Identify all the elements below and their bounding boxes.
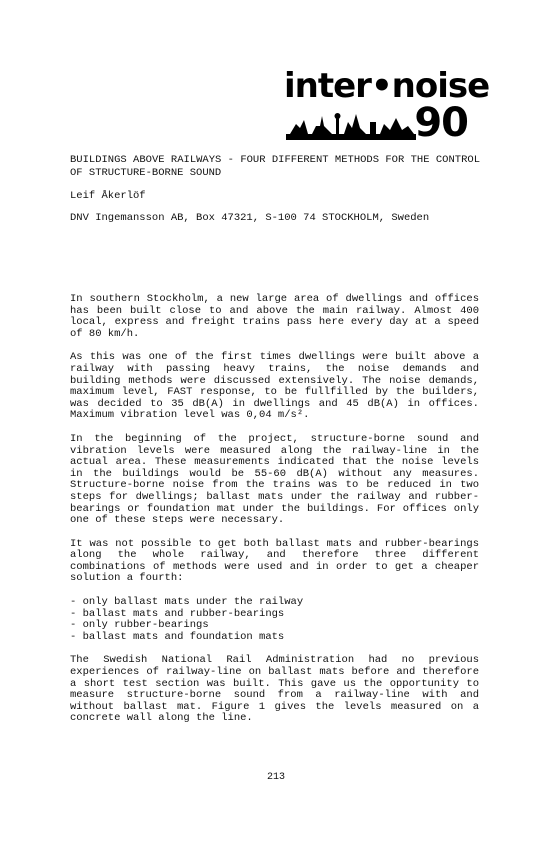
list-item: - only ballast mats under the railway bbox=[70, 596, 304, 609]
city-skyline-icon bbox=[286, 106, 416, 140]
paper-body bbox=[70, 294, 479, 737]
paragraph-2: As this was one of the first times dwellings were built above a railway with passing heavy trains, the noise demands and building methods were discussed extensively. The noise demands, maximum level, FAST response, to be fullfilled by the builders, was decided to 35 dB(A) in dwellings and 45 dB(A) in offices. Maximum vibration level was 0,04 m/s². bbox=[70, 351, 479, 422]
list-item: - only rubber-bearings bbox=[70, 619, 209, 632]
paragraph-5: The Swedish National Rail Administration had no previous experiences of railway-line on ballast mats before and therefore a short test section was built. This gave us the opportunity to measure structure-borne sound from a railway-line with and without ballast mat. Figure 1 gives the levels measured on a concrete wall along the line. bbox=[70, 654, 479, 725]
paper-affiliation: DNV Ingemansson AB, Box 47321, S-100 74 STOCKHOLM, Sweden bbox=[70, 212, 430, 224]
conference-logo bbox=[284, 66, 490, 146]
list-item: - ballast mats and rubber-bearings bbox=[70, 607, 285, 620]
logo-year: 90 bbox=[414, 100, 468, 146]
paper-title: BUILDINGS ABOVE RAILWAYS - FOUR DIFFERENT METHODS FOR THE CONTROL OF STRUCTURE-BORNE SOUND bbox=[70, 154, 487, 179]
page-number: 213 bbox=[266, 772, 285, 783]
methods-list bbox=[70, 597, 479, 643]
paragraph-3: In the beginning of the project, structure-borne sound and vibration levels were measured along the railway-line in the actual area. These measurements indicated that the noise levels in the buildings would be 55-60 dB(A) without any measures. Structure-borne noise from the trains was to be reduced in two steps for dwellings; ballast mats under the railway and rubber-bearings or foundation mat under the buildings. For offices only one of these steps were necessary. bbox=[70, 432, 479, 527]
logo-text: inter•noise bbox=[284, 66, 490, 106]
paragraph-1: In southern Stockholm, a new large area of dwellings and offices has been built close to and above the main railway. Almost 400 local, express and freight trains pass here every day at a speed of 80 km/h. bbox=[70, 293, 479, 340]
paragraph-4: It was not possible to get both ballast mats and rubber-bearings along the whole railway, and therefore three different combinations of methods were used and in order to get a cheaper solution a fourth: bbox=[70, 537, 479, 585]
paper-author: Leif Åkerlöf bbox=[70, 190, 146, 202]
list-item: - ballast mats and foundation mats bbox=[70, 630, 285, 643]
